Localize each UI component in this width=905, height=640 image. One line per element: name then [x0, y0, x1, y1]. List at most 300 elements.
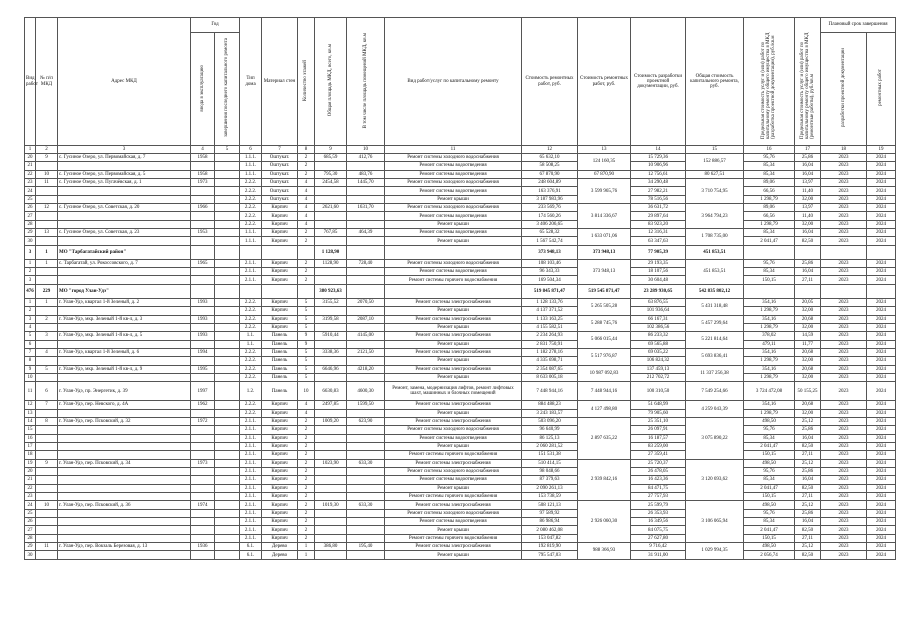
year-last-repair-cell: [215, 493, 240, 501]
floors-cell: 2: [298, 237, 315, 245]
limit-design-cell: 85,34: [744, 476, 795, 484]
mkd-index-cell: 11: [36, 543, 58, 551]
plan-repair-year-cell: 2024: [867, 340, 896, 348]
limit-repair-cell: 32,00: [795, 409, 821, 417]
limit-repair-cell: [795, 245, 821, 259]
plan-repair-year-cell: 2024: [867, 493, 896, 501]
design-cost-cell: 25 599,79: [631, 501, 686, 509]
work-kind-cell: Ремонт системы электроснабжения: [385, 459, 522, 467]
address-cell: [58, 212, 191, 220]
work-kind-cell: Ремонт, замена, модернизация лифтов, ремонт лифтовых шахт, машинных и блочных помещений: [385, 382, 522, 401]
year-last-repair-cell: [215, 518, 240, 526]
year-last-repair-cell: [215, 434, 240, 442]
floors-cell: 5: [298, 307, 315, 315]
limit-design-cell: 95,76: [744, 259, 795, 267]
house-type-cell: 2.1.1.: [240, 518, 262, 526]
plan-design-year-cell: 2023: [821, 365, 867, 373]
year-last-repair-cell: [215, 268, 240, 276]
total-area-cell: 386,80: [315, 543, 347, 551]
address-cell: [58, 451, 191, 459]
year-last-repair-cell: [215, 195, 240, 203]
mkd-index-cell: [36, 162, 58, 170]
plan-repair-year-cell: 2024: [867, 417, 896, 425]
plan-design-year-cell: 2023: [821, 373, 867, 381]
plan-repair-year-cell: 2024: [867, 476, 896, 484]
premises-area-cell: [347, 451, 385, 459]
table-row: [25, 195, 896, 203]
design-cost-cell: 10 906,96: [631, 162, 686, 170]
house-type-cell: 2.2.2.: [240, 357, 262, 365]
limit-design-cell: 2 056,74: [744, 551, 795, 559]
header-year-built-text: ввода в эксплуатацию: [199, 64, 205, 112]
total-area-cell: [315, 534, 347, 542]
premises-area-cell: [347, 468, 385, 476]
table-row: [25, 315, 896, 323]
year-built-cell: [191, 551, 215, 559]
address-cell: [58, 484, 191, 492]
work-kind-cell: Ремонт системы водоотведения: [385, 212, 522, 220]
year-last-repair-cell: [215, 237, 240, 245]
house-type-cell: 2.1.1.: [240, 526, 262, 534]
floors-cell: 5: [298, 365, 315, 373]
row-index-cell: 4: [25, 323, 36, 331]
year-built-cell: 1936: [191, 543, 215, 551]
premises-area-cell: [347, 340, 385, 348]
design-cost-cell: 26 097,91: [631, 426, 686, 434]
address-cell: [58, 476, 191, 484]
total-area-cell: [315, 526, 347, 534]
premises-area-cell: 483,76: [347, 170, 385, 178]
plan-repair-year-cell: 2024: [867, 154, 896, 162]
row-index-cell: 28: [25, 220, 36, 228]
year-built-cell: [191, 451, 215, 459]
mkd-index-cell: [36, 220, 58, 228]
limit-repair-cell: 14,59: [795, 332, 821, 340]
header-plan-design-text: разработки проектной документации: [840, 48, 846, 128]
table-row: [25, 284, 896, 298]
limit-repair-cell: 32,00: [795, 220, 821, 228]
design-cost-cell: 16 349,56: [631, 518, 686, 526]
table-row: [25, 459, 896, 467]
plan-repair-year-cell: 2024: [867, 204, 896, 212]
limit-repair-cell: 32,00: [795, 195, 821, 203]
premises-area-cell: [347, 518, 385, 526]
floors-cell: 2: [298, 229, 315, 237]
column-number: 9: [315, 146, 347, 154]
plan-repair-year-cell: 2024: [867, 237, 896, 245]
limit-repair-cell: 32,00: [795, 373, 821, 381]
design-cost-cell: 84 471,75: [631, 484, 686, 492]
plan-repair-year-cell: 2024: [867, 307, 896, 315]
total-area-cell: [315, 323, 347, 331]
year-built-cell: 1997: [191, 382, 215, 401]
plan-repair-year-cell: 2024: [867, 315, 896, 323]
limit-design-cell: 85,34: [744, 170, 795, 178]
plan-design-year-cell: 2023: [821, 468, 867, 476]
limit-design-cell: 89,06: [744, 204, 795, 212]
header-year-last-repair-text: завершения последнего капитального ремонта: [224, 38, 230, 138]
mkd-index-cell: [36, 509, 58, 517]
premises-area-cell: [347, 434, 385, 442]
total-area-cell: [315, 493, 347, 501]
row-index-cell: 15: [25, 426, 36, 434]
house-type-cell: 1.2.: [240, 382, 262, 401]
premises-area-cell: 4218,20: [347, 365, 385, 373]
limit-design-cell: 1 298,79: [744, 373, 795, 381]
total-cost-cell: 80 627,51: [686, 170, 744, 178]
mkd-index-cell: [36, 357, 58, 365]
floors-cell: 2: [298, 417, 315, 425]
column-number: 18: [821, 146, 867, 154]
premises-area-cell: [347, 323, 385, 331]
house-type-cell: 2.2.2.: [240, 365, 262, 373]
repair-cost-cell: 86 125,13: [522, 434, 578, 442]
address-cell: [58, 551, 191, 559]
address-cell: [58, 307, 191, 315]
limit-repair-cell: 16,04: [795, 268, 821, 276]
table-row: [25, 468, 896, 476]
plan-design-year-cell: 2023: [821, 551, 867, 559]
address-cell: г. Улан-Удэ, мкр. Зеленый 1-й кв-л, д. 9: [58, 365, 191, 373]
plan-design-year-cell: 2023: [821, 298, 867, 306]
work-kind-cell: Ремонт системы электроснабжения: [385, 543, 522, 551]
header-wall-material: Материал стен: [262, 18, 298, 146]
address-cell: с. Гусиное Озеро, ул. Советская, д. 20: [58, 204, 191, 212]
row-index-cell: 18: [25, 451, 36, 459]
mkd-index-cell: 1: [36, 259, 58, 267]
total-cost-cell: 1 708 735,00: [686, 229, 744, 246]
mkd-index-cell: [36, 434, 58, 442]
work-kind-cell: Ремонт системы электроснабжения: [385, 417, 522, 425]
address-cell: [58, 268, 191, 276]
table-row: [25, 409, 896, 417]
repair-cost-total-cell: 7 448 944,16: [578, 382, 631, 401]
repair-cost-total-cell: 5 066 015,44: [578, 332, 631, 349]
total-area-cell: 1009,20: [315, 417, 347, 425]
row-index-cell: 23: [25, 179, 36, 187]
floors-cell: 2: [298, 484, 315, 492]
total-area-cell: [315, 307, 347, 315]
house-type-cell: 1.1.1.: [240, 170, 262, 178]
plan-design-year-cell: 2023: [821, 382, 867, 401]
work-kind-cell: [385, 284, 522, 298]
limit-repair-cell: 82,50: [795, 442, 821, 450]
floors-cell: 2: [298, 493, 315, 501]
house-type-cell: [240, 284, 262, 298]
plan-repair-year-cell: 2024: [867, 509, 896, 517]
work-kind-cell: Ремонт системы электроснабжения: [385, 315, 522, 323]
repair-cost-cell: 58 508,25: [522, 162, 578, 170]
total-area-cell: 795,30: [315, 170, 347, 178]
work-kind-cell: Ремонт системы водоотведения: [385, 434, 522, 442]
table-row: [25, 501, 896, 509]
column-number: 13: [578, 146, 631, 154]
column-number: 15: [686, 146, 744, 154]
total-area-cell: 2454,58: [315, 179, 347, 187]
year-last-repair-cell: [215, 298, 240, 306]
year-last-repair-cell: [215, 340, 240, 348]
limit-design-cell: 1 298,79: [744, 220, 795, 228]
limit-repair-cell: 32,00: [795, 323, 821, 331]
design-cost-cell: 29 193,35: [631, 259, 686, 267]
design-cost-cell: 137 459,13: [631, 365, 686, 373]
table-row: [25, 543, 896, 551]
premises-area-cell: [347, 162, 385, 170]
total-cost-cell: 1 029 994,35: [686, 543, 744, 560]
design-cost-cell: 51 648,99: [631, 401, 686, 409]
row-index-cell: 26: [25, 518, 36, 526]
floors-cell: 4: [298, 179, 315, 187]
total-area-cell: 1 128,90: [315, 245, 347, 259]
plan-design-year-cell: 2023: [821, 357, 867, 365]
row-index-cell: 5: [25, 332, 36, 340]
house-type-cell: 2.2.2.: [240, 220, 262, 228]
repair-cost-total-cell: 5 265 505,28: [578, 298, 631, 315]
row-index-cell: 27: [25, 212, 36, 220]
table-row: [25, 340, 896, 348]
plan-design-year-cell: 2023: [821, 179, 867, 187]
plan-repair-year-cell: 2024: [867, 501, 896, 509]
table-row: [25, 401, 896, 409]
wall-material-cell: Кирпич: [262, 204, 298, 212]
year-built-cell: [191, 187, 215, 195]
design-cost-cell: 86 233,32: [631, 332, 686, 340]
premises-area-cell: 633,30: [347, 501, 385, 509]
limit-design-cell: [744, 284, 795, 298]
repair-cost-cell: 2 354 087,65: [522, 365, 578, 373]
address-cell: МО "город Улан-Удэ": [58, 284, 191, 298]
limit-design-cell: 2 041,47: [744, 484, 795, 492]
mkd-index-cell: [36, 476, 58, 484]
row-index-cell: 7: [25, 348, 36, 356]
plan-design-year-cell: 2023: [821, 162, 867, 170]
work-kind-cell: Ремонт системы холодного водоснабжения: [385, 426, 522, 434]
year-last-repair-cell: [215, 526, 240, 534]
address-cell: г. Улан-Удэ, пер. Вокзаль Березовая, д. 13: [58, 543, 191, 551]
wall-material-cell: Кирпич: [262, 268, 298, 276]
year-built-cell: 1973: [191, 179, 215, 187]
design-cost-cell: 27 982,21: [631, 187, 686, 195]
row-index-cell: 25: [25, 509, 36, 517]
table-row: [25, 245, 896, 259]
mkd-index-cell: 1: [36, 245, 58, 259]
column-number: 17: [795, 146, 821, 154]
wall-material-cell: Кирпич: [262, 468, 298, 476]
address-cell: г. Улан-Удэ, пр. Энергетик, д. 39: [58, 382, 191, 401]
total-cost-cell: 3 075 890,22: [686, 417, 744, 459]
premises-area-cell: 623,90: [347, 417, 385, 425]
header-address: Адрес МКД: [58, 18, 191, 146]
work-kind-cell: Ремонт системы горячего водоснабжения: [385, 534, 522, 542]
house-type-cell: 1.1.: [240, 332, 262, 340]
house-type-cell: 2.1.1.: [240, 493, 262, 501]
premises-area-cell: 1631,70: [347, 204, 385, 212]
design-cost-cell: 9 716,42: [631, 543, 686, 551]
year-built-cell: [191, 373, 215, 381]
house-type-cell: 2.1.1.: [240, 484, 262, 492]
repair-cost-cell: 86 986,94: [522, 518, 578, 526]
plan-repair-year-cell: 2024: [867, 543, 896, 551]
house-type-cell: 2.2.2.: [240, 348, 262, 356]
repair-cost-cell: 4 335 698,71: [522, 357, 578, 365]
wall-material-cell: Кирпич: [262, 518, 298, 526]
house-type-cell: [240, 245, 262, 259]
work-kind-cell: Ремонт крыши: [385, 409, 522, 417]
total-area-cell: 3155,52: [315, 298, 347, 306]
year-built-cell: 1973: [191, 459, 215, 467]
row-index-cell: 25: [25, 195, 36, 203]
plan-repair-year-cell: 2024: [867, 373, 896, 381]
year-built-cell: [191, 212, 215, 220]
limit-design-cell: 95,76: [744, 154, 795, 162]
address-cell: [58, 468, 191, 476]
address-cell: с. Тарбагатай, ул. Рокоссовского, д. 7: [58, 259, 191, 267]
floors-cell: 10: [298, 382, 315, 401]
year-built-cell: [191, 220, 215, 228]
year-built-cell: [191, 162, 215, 170]
row-index-cell: 27: [25, 526, 36, 534]
total-cost-cell: 5 693 836,41: [686, 348, 744, 365]
address-cell: [58, 426, 191, 434]
table-row: [25, 551, 896, 559]
year-built-cell: [191, 468, 215, 476]
wall-material-cell: Кирпич: [262, 534, 298, 542]
address-cell: [58, 509, 191, 517]
plan-design-year-cell: 2023: [821, 268, 867, 276]
limit-repair-cell: 25,86: [795, 259, 821, 267]
plan-repair-year-cell: 2024: [867, 187, 896, 195]
design-cost-cell: 26 478,05: [631, 468, 686, 476]
limit-repair-cell: 16,04: [795, 434, 821, 442]
table-row: [25, 426, 896, 434]
table-row: [25, 526, 896, 534]
wall-material-cell: Панель: [262, 332, 298, 340]
plan-repair-year-cell: 2024: [867, 179, 896, 187]
design-cost-cell: 83 923,20: [631, 220, 686, 228]
total-area-cell: 6630,83: [315, 382, 347, 401]
repair-cost-cell: 96 343,33: [522, 268, 578, 276]
year-built-cell: [191, 442, 215, 450]
total-area-cell: 6646,96: [315, 365, 347, 373]
floors-cell: [298, 245, 315, 259]
design-cost-cell: 27 359,41: [631, 451, 686, 459]
limit-repair-cell: 11,40: [795, 212, 821, 220]
limit-repair-cell: 13,97: [795, 204, 821, 212]
year-built-cell: 1958: [191, 170, 215, 178]
year-built-cell: 1995: [191, 365, 215, 373]
row-index-cell: 3: [25, 276, 36, 284]
repair-cost-cell: 1 182 278,16: [522, 348, 578, 356]
floors-cell: 4: [298, 212, 315, 220]
address-cell: г. Улан-Удэ, пер. Псковский, д. 32: [58, 417, 191, 425]
house-type-cell: 2.2.2.: [240, 179, 262, 187]
mkd-index-cell: 13: [36, 229, 58, 237]
total-area-cell: 5910,44: [315, 332, 347, 340]
address-cell: с. Гусиное Озеро, ул. Пугачёвская, д. 1: [58, 179, 191, 187]
address-cell: МО "Тарбагатайский район": [58, 245, 191, 259]
plan-repair-year-cell: 2024: [867, 348, 896, 356]
design-cost-cell: 16 423,36: [631, 476, 686, 484]
repair-cost-total-cell: 2 926 060,30: [578, 501, 631, 543]
repair-cost-cell: 65 528,32: [522, 229, 578, 237]
year-last-repair-cell: [215, 323, 240, 331]
column-number: 14: [631, 146, 686, 154]
design-cost-cell: 78 516,56: [631, 195, 686, 203]
plan-repair-year-cell: 2024: [867, 468, 896, 476]
header-work-type: Вид работ: [25, 18, 36, 146]
work-kind-cell: Ремонт системы водоотведения: [385, 518, 522, 526]
limit-repair-cell: 27,11: [795, 534, 821, 542]
limit-design-cell: 1 298,79: [744, 307, 795, 315]
year-last-repair-cell: [215, 534, 240, 542]
table-row: [25, 442, 896, 450]
repair-cost-cell: 1 567 542,74: [522, 237, 578, 245]
year-last-repair-cell: [215, 170, 240, 178]
mkd-index-cell: [36, 518, 58, 526]
wall-material-cell: Кирпич: [262, 484, 298, 492]
limit-design-cell: 150,15: [744, 534, 795, 542]
row-index-cell: 476: [25, 284, 36, 298]
header-house-type: Тип дома: [240, 18, 262, 146]
plan-repair-year-cell: 2024: [867, 323, 896, 331]
plan-repair-year-cell: 2024: [867, 382, 896, 401]
premises-area-cell: [347, 187, 385, 195]
repair-cost-total-cell: 373 948,13: [578, 259, 631, 284]
row-index-cell: 24: [25, 187, 36, 195]
table-row: [25, 170, 896, 178]
total-cost-cell: 5 431 318,48: [686, 298, 744, 315]
limit-repair-cell: 20,68: [795, 315, 821, 323]
table-row: [25, 276, 896, 284]
limit-repair-cell: 16,04: [795, 518, 821, 526]
limit-repair-cell: 50 155,25: [795, 382, 821, 401]
work-kind-cell: Ремонт крыши: [385, 526, 522, 534]
premises-area-cell: [347, 373, 385, 381]
house-type-cell: 1.1.1.: [240, 229, 262, 237]
total-cost-cell: 4 259 043,39: [686, 401, 744, 418]
limit-design-cell: 354,16: [744, 348, 795, 356]
mkd-index-cell: [36, 373, 58, 381]
row-index-cell: 3: [25, 315, 36, 323]
limit-repair-cell: 82,50: [795, 237, 821, 245]
wall-material-cell: Панель: [262, 382, 298, 401]
plan-design-year-cell: 2023: [821, 170, 867, 178]
column-number: 3: [58, 146, 191, 154]
year-built-cell: 1993: [191, 298, 215, 306]
repair-cost-cell: 3 243 183,57: [522, 409, 578, 417]
total-cost-cell: 3 120 693,62: [686, 459, 744, 501]
limit-design-cell: 95,76: [744, 468, 795, 476]
premises-area-cell: 728,40: [347, 259, 385, 267]
year-built-cell: [191, 307, 215, 315]
mkd-index-cell: 11: [36, 179, 58, 187]
year-last-repair-cell: [215, 382, 240, 401]
premises-area-cell: 2087,10: [347, 315, 385, 323]
design-cost-cell: 212 702,72: [631, 373, 686, 381]
mkd-index-cell: [36, 195, 58, 203]
table-row: [25, 417, 896, 425]
floors-cell: 4: [298, 401, 315, 409]
wall-material-cell: [262, 245, 298, 259]
mkd-index-cell: [36, 468, 58, 476]
address-cell: г. Улан-Удэ, мкр. Зеленый 1-й кв-л, д. 5: [58, 332, 191, 340]
work-kind-cell: Ремонт системы водоотведения: [385, 187, 522, 195]
limit-design-cell: 89,06: [744, 179, 795, 187]
header-repair-cost: Стоимость ремонтных работ, руб.: [522, 18, 578, 146]
plan-repair-year-cell: 2024: [867, 268, 896, 276]
work-kind-cell: Ремонт крыши: [385, 340, 522, 348]
floors-cell: 2: [298, 434, 315, 442]
